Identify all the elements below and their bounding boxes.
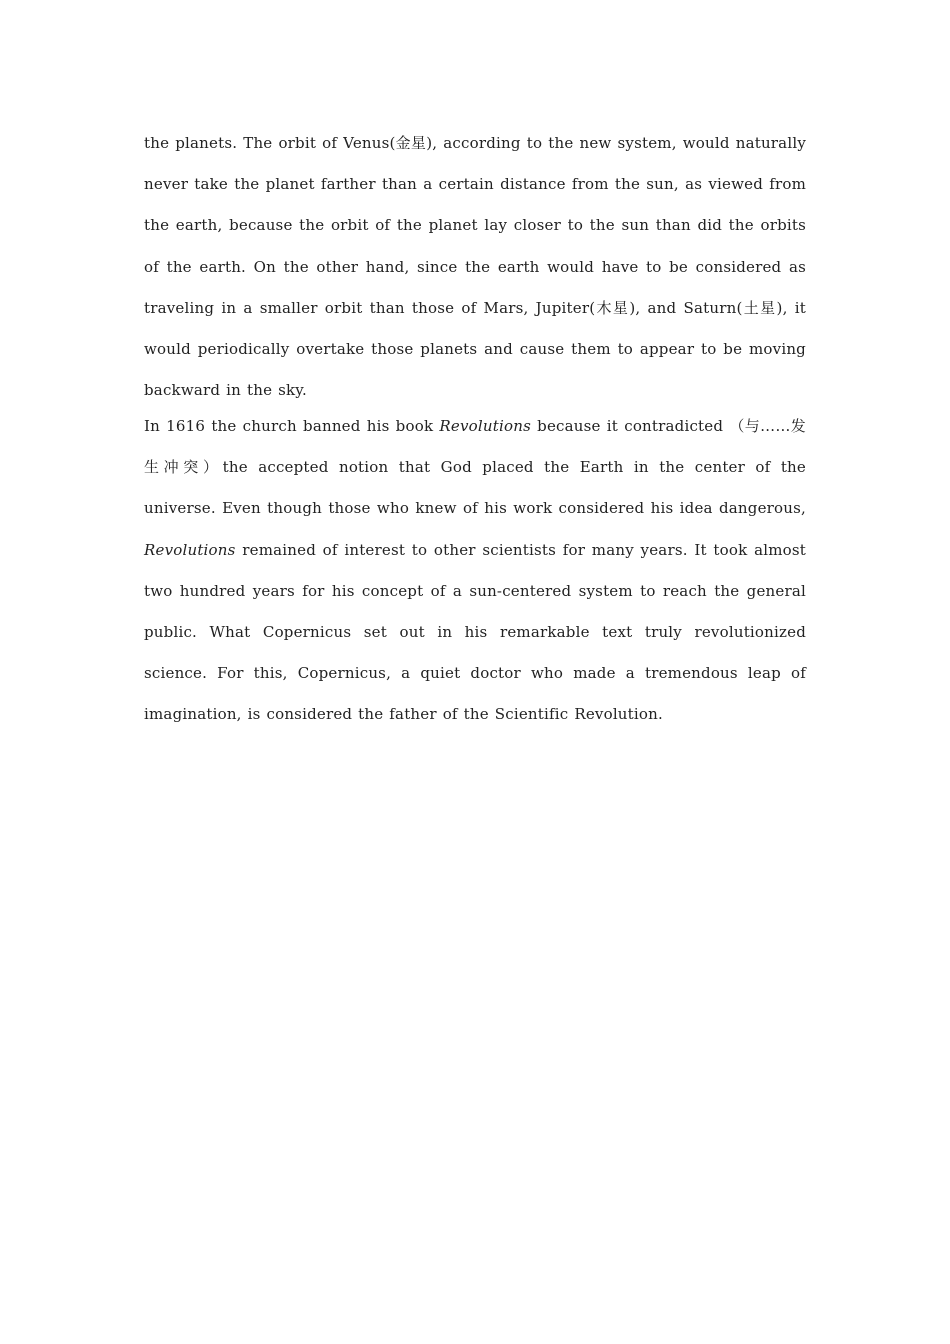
book-title-revolutions: Revolutions [144, 540, 236, 559]
paragraph-text-segment: remained of interest to other scientists for many years. It took almost two hundred years for his concept of a sun-centered system to reach the general public. What Copernicus set out in his remarkable text truly revolutionized science. For this, Copernicus, a quiet doctor who made a tremendous leap of imagination, is considered the father of the Scientific Revolution. [144, 540, 806, 724]
book-title-revolutions: Revolutions [439, 417, 531, 435]
paragraph-revolutions-ban [144, 406, 806, 736]
paragraph-planets-orbits: the planets. The orbit of Venus(金星), according to the new system, would naturally never take the planet farther than a certain distance from the sun, as viewed from the earth, because the orbit of the planet lay closer to the sun than did the orbits of the earth. On the other hand, since the earth would have to be considered as traveling in a smaller orbit than those of Mars, Jupiter(木星), and Saturn(土星), it would periodically overtake those planets and cause them to appear to be moving backward in the sky. [144, 134, 806, 400]
paragraph-text-segment: because it contradicted （与……发生冲突）the accepted notion that God placed the Earth in the center of the universe. Even though those who knew of his work considered his idea dangerous, [144, 417, 806, 518]
paragraph-text-segment: In 1616 the church banned his book [144, 417, 440, 435]
